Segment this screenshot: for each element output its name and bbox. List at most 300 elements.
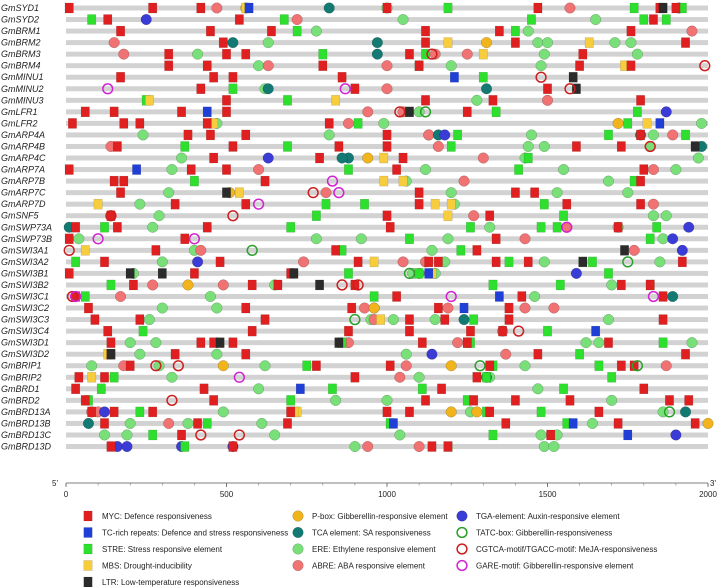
axis-tick-label: 500 (219, 490, 234, 499)
myc-element (177, 430, 185, 440)
ere-element (539, 141, 550, 152)
ere-element (388, 314, 399, 325)
abre-element (109, 37, 120, 48)
abre-element (648, 164, 659, 175)
legend-label: STRE: Stress responsive element (102, 545, 223, 554)
stre-element (652, 222, 660, 232)
myc-element (209, 153, 217, 163)
mbs-element (87, 372, 95, 382)
myc-element (383, 211, 391, 221)
gene-label: GmMINU3 (1, 95, 44, 106)
myc-element (534, 349, 542, 359)
myc-element (87, 407, 95, 417)
ere-element (661, 210, 672, 221)
abre-element (118, 49, 129, 60)
ere-element (539, 441, 550, 452)
myc-element (415, 199, 423, 209)
myc-element (116, 188, 124, 198)
myc-element (469, 395, 477, 405)
tc-element (460, 303, 468, 313)
promoter-bar (66, 444, 708, 449)
ere-element (472, 95, 483, 106)
stre-element (556, 280, 564, 290)
stre-element (293, 26, 301, 36)
myc-element (392, 292, 400, 302)
promoter-bar (66, 352, 708, 357)
myc-element (248, 326, 256, 336)
mbs-element (376, 315, 384, 325)
tca-element (481, 83, 492, 94)
abre-element (321, 187, 332, 198)
myc-element (351, 84, 359, 94)
promoter-bar (66, 75, 708, 80)
gene-label: GmLFR1 (1, 106, 38, 117)
ere-element (484, 222, 495, 233)
ere-element (122, 430, 133, 441)
myc-element (242, 199, 250, 209)
ere-element (581, 337, 592, 348)
ere-element (324, 130, 335, 141)
abre-element (687, 26, 698, 37)
ere-element (655, 257, 666, 268)
stre-element (559, 211, 567, 221)
myc-element (405, 326, 413, 336)
ere-element (414, 372, 425, 383)
promoter-bar (66, 190, 708, 195)
stre-element (505, 257, 513, 267)
myc-element (434, 257, 442, 267)
gene-label: GmSWI3C4 (1, 326, 50, 337)
tga-element (427, 349, 438, 360)
abre-element (433, 141, 444, 152)
abre-element (218, 280, 229, 291)
myc-element (65, 234, 73, 244)
myc-element (165, 49, 173, 59)
gene-label: GmARP7A (1, 164, 46, 175)
myc-element (492, 257, 500, 267)
myc-element (646, 280, 654, 290)
myc-legend-icon (84, 511, 92, 521)
myc-element (428, 442, 436, 452)
myc-element (126, 361, 134, 371)
ere-element (212, 303, 223, 314)
mbs-element (380, 153, 388, 163)
ere-element (603, 314, 614, 325)
myc-element (193, 418, 201, 428)
myc-element (338, 72, 346, 82)
promoter-bar (66, 29, 708, 34)
myc-element (579, 49, 587, 59)
abre-element (443, 303, 454, 314)
ere-element (594, 337, 605, 348)
ere-element (632, 49, 643, 60)
myc-element (110, 107, 118, 117)
stre-element (604, 268, 612, 278)
legend-label: TGA-element: Auxin-responsive element (476, 512, 620, 521)
stre-element (559, 384, 567, 394)
myc-element (261, 176, 269, 186)
ere-element (693, 153, 704, 164)
promoter-bar (66, 329, 708, 334)
myc-element (617, 280, 625, 290)
myc-element (498, 326, 506, 336)
ere-element (350, 441, 361, 452)
stre-element (97, 384, 105, 394)
stre-element (283, 141, 291, 151)
gene-label: GmSWI3C2 (1, 303, 50, 314)
gene-label: GmBRM1 (1, 26, 41, 37)
gene-label: GmMINU2 (1, 83, 44, 94)
promoter-bar (66, 248, 708, 253)
legend-label: LTR: Low-temperature responsiveness (102, 578, 240, 587)
gene-label: GmMINU1 (1, 72, 44, 83)
tc-element (425, 268, 433, 278)
tc-element (495, 292, 503, 302)
myc-element (421, 38, 429, 48)
tga-element (263, 153, 274, 164)
gene-label: GmBRD13B (1, 418, 51, 429)
tc-element (132, 165, 140, 175)
myc-element (421, 95, 429, 105)
ere-element (253, 384, 264, 395)
ere-element (446, 187, 457, 198)
tca-element (324, 3, 335, 14)
pbox-element (472, 407, 483, 418)
stre-element (543, 326, 551, 336)
ere-element (648, 210, 659, 221)
myc-element (136, 118, 144, 128)
gene-label: GmARP7B (1, 176, 46, 187)
myc-element (415, 188, 423, 198)
gene-label: GmBRM2 (1, 37, 41, 48)
tca-element (667, 291, 678, 302)
myc-element (502, 418, 510, 428)
ere-element (157, 303, 168, 314)
stre-element (418, 384, 426, 394)
tga-element (571, 268, 582, 279)
ere-element (205, 291, 216, 302)
tga-element (677, 245, 688, 256)
myc-element (466, 326, 474, 336)
myc-element (107, 442, 115, 452)
ltr-element (579, 257, 587, 267)
ere-element (523, 141, 534, 152)
tca-element (228, 37, 239, 48)
tga-element (439, 130, 450, 141)
ltr-element (290, 268, 298, 278)
legend-label: GARE-motif: Gibberellin-responsive element (476, 561, 634, 571)
mbs-element (444, 211, 452, 221)
myc-element (572, 141, 580, 151)
myc-element (566, 395, 574, 405)
myc-element (383, 141, 391, 151)
ere-element (330, 395, 341, 406)
ltr-element (569, 72, 577, 82)
ere-element (125, 418, 136, 429)
myc-element (534, 3, 542, 13)
myc-element (148, 407, 156, 417)
ere-element (253, 60, 264, 71)
gene-label: GmBRM3 (1, 49, 41, 60)
ere-element (603, 176, 614, 187)
abre-element (629, 245, 640, 256)
ere-element (395, 430, 406, 441)
myc-element (649, 15, 657, 25)
ere-element (311, 234, 322, 245)
myc-element (511, 395, 519, 405)
myc-element (319, 61, 327, 71)
myc-element (206, 130, 214, 140)
abre-element (414, 441, 425, 452)
promoter-bar (66, 98, 708, 103)
myc-element (392, 165, 400, 175)
myc-element (614, 418, 622, 428)
pbox-element (613, 118, 624, 129)
myc-element (383, 407, 391, 417)
abre-element (343, 118, 354, 129)
mbs-element (479, 49, 487, 59)
abre-element (459, 176, 470, 187)
myc-element (190, 268, 198, 278)
gene-label: GmSWI3A2 (1, 256, 49, 267)
myc-element (386, 361, 394, 371)
myc-element (563, 199, 571, 209)
ere-element (587, 418, 598, 429)
myc-element (463, 107, 471, 117)
gene-labels (1, 3, 52, 452)
myc-element (530, 188, 538, 198)
gene-label: GmARP7C (1, 187, 46, 198)
stre-element (553, 222, 561, 232)
gene-label: GmSWI3B2 (1, 279, 49, 290)
myc-element (444, 442, 452, 452)
gene-label: GmARP4A (1, 129, 46, 140)
myc-element (187, 165, 195, 175)
ere-element (147, 222, 158, 233)
myc-element (209, 72, 217, 82)
tc-element (389, 418, 397, 428)
ere-element (382, 395, 393, 406)
gene-label: GmLFR2 (1, 118, 38, 129)
gene-label: GmARP4C (1, 153, 46, 164)
abre-element (196, 245, 207, 256)
myc-element (165, 61, 173, 71)
stre-element (100, 222, 108, 232)
ltr-element (107, 349, 115, 359)
ere-element (260, 360, 271, 371)
ere-element (125, 337, 136, 348)
myc-element (659, 292, 667, 302)
axis-tick-label: 0 (63, 490, 69, 499)
mbs-element (585, 38, 593, 48)
myc-element (200, 384, 208, 394)
position-axis (52, 479, 717, 499)
ere-element (536, 60, 547, 71)
ltr-element (216, 338, 224, 348)
ere-element (430, 314, 441, 325)
ere-element (606, 280, 617, 291)
axis-tick-label: 1000 (378, 490, 396, 499)
stre-element (322, 199, 330, 209)
myc-element (685, 395, 693, 405)
myc-element (71, 384, 79, 394)
myc-element (181, 234, 189, 244)
myc-element (524, 257, 532, 267)
ere-element (183, 418, 194, 429)
ere-element (606, 395, 617, 406)
ere-element (420, 164, 431, 175)
stre-element (575, 349, 583, 359)
myc-element (489, 95, 497, 105)
ere-element (529, 291, 540, 302)
stre-element (280, 15, 288, 25)
myc-element (129, 280, 137, 290)
tc-element (569, 418, 577, 428)
ere-element (658, 234, 669, 245)
ere-element (539, 49, 550, 60)
five-prime-label: 5' (52, 479, 58, 488)
stre-element (514, 165, 522, 175)
stre-element (319, 49, 327, 59)
myc-element (287, 407, 295, 417)
myc-element (116, 26, 124, 36)
legend-label: MYC: Defence responsiveness (102, 512, 212, 521)
gene-label: GmBRD1 (1, 383, 40, 394)
stre-element (524, 153, 532, 163)
legend-label: ABRE: ABA responsive element (312, 561, 425, 571)
abre-element (163, 418, 174, 429)
myc-element (437, 384, 445, 394)
myc-element (209, 395, 217, 405)
ere-element (526, 130, 537, 141)
myc-element (267, 26, 275, 36)
myc-element (614, 222, 622, 232)
myc-element (68, 118, 76, 128)
pbox-element (218, 360, 229, 371)
myc-element (421, 26, 429, 36)
ere-element (539, 257, 550, 268)
ere-element (552, 187, 563, 198)
tc-element (203, 107, 211, 117)
myc-element (71, 222, 79, 232)
myc-element (405, 49, 413, 59)
gene-label: GmBRM4 (1, 60, 41, 71)
stre-element (283, 95, 291, 105)
myc-element (331, 245, 339, 255)
mbs-legend-icon (84, 561, 92, 571)
myc-element (136, 315, 144, 325)
abre-element (423, 130, 434, 141)
myc-element (486, 407, 494, 417)
myc-element (222, 95, 230, 105)
myc-element (383, 3, 391, 13)
myc-element (75, 372, 83, 382)
abre-element (147, 280, 158, 291)
promoter-bar (66, 202, 708, 207)
stre-element (511, 26, 519, 36)
pbox-element (481, 37, 492, 48)
ltr-legend-icon (84, 577, 92, 587)
ere-element (138, 130, 149, 141)
abre-element (500, 349, 511, 360)
ere-element (533, 37, 544, 48)
myc-element (283, 418, 291, 428)
abre-element (263, 60, 274, 71)
ltr-element (158, 268, 166, 278)
ere-element (311, 26, 322, 37)
myc-element (65, 268, 73, 278)
myc-element (386, 222, 394, 232)
gene-label: GmSNF5 (1, 210, 39, 221)
stre-element (608, 372, 616, 382)
myc-element (595, 407, 603, 417)
stre-element (148, 430, 156, 440)
legend-label: TCA element: SA responsiveness (312, 528, 431, 538)
myc-element (65, 165, 73, 175)
pbox-element (369, 303, 380, 314)
abre-element (115, 291, 126, 302)
ere-element (157, 257, 168, 268)
mbs-element (431, 199, 439, 209)
legend-label: P-box: Gibberellin-responsive element (312, 512, 448, 521)
three-prime-label: 3' (710, 479, 716, 488)
abre-element (565, 3, 576, 14)
ere-element (398, 14, 409, 25)
tc-element (591, 326, 599, 336)
stre-element (287, 222, 295, 232)
myc-element (65, 3, 73, 13)
ere-element (176, 153, 187, 164)
abre-element (298, 257, 309, 268)
stre-element (71, 257, 79, 267)
myc-element (81, 395, 89, 405)
myc-element (242, 349, 250, 359)
myc-element (107, 338, 115, 348)
myc-element (495, 26, 503, 36)
myc-element (100, 372, 108, 382)
ere-element (443, 234, 454, 245)
ere-element (167, 164, 178, 175)
mbs-element (380, 176, 388, 186)
tga-element (661, 107, 672, 118)
myc-element (222, 107, 230, 117)
stre-element (604, 130, 612, 140)
tatc-legend-icon (457, 528, 467, 538)
myc-element (354, 257, 362, 267)
ltr-element (335, 338, 343, 348)
ere-element (523, 26, 534, 37)
axis-tick-label: 1500 (538, 490, 557, 499)
ere-element (144, 314, 155, 325)
gene-label: GmSWI3A1 (1, 245, 49, 256)
legend-label: MBS: Drought-inducibility (102, 561, 192, 571)
myc-element (691, 418, 699, 428)
abre-element (648, 199, 659, 210)
gene-label: GmSWI3D1 (1, 337, 50, 348)
myc-element (617, 361, 625, 371)
myc-element (229, 72, 237, 82)
myc-element (110, 176, 118, 186)
stre-element (479, 72, 487, 82)
stre-element (633, 107, 641, 117)
myc-element (418, 338, 426, 348)
tc-legend-icon (84, 528, 92, 538)
tca-element (372, 49, 383, 60)
myc-element (486, 361, 494, 371)
myc-element (665, 395, 673, 405)
myc-element (627, 26, 635, 36)
myc-element (100, 257, 108, 267)
